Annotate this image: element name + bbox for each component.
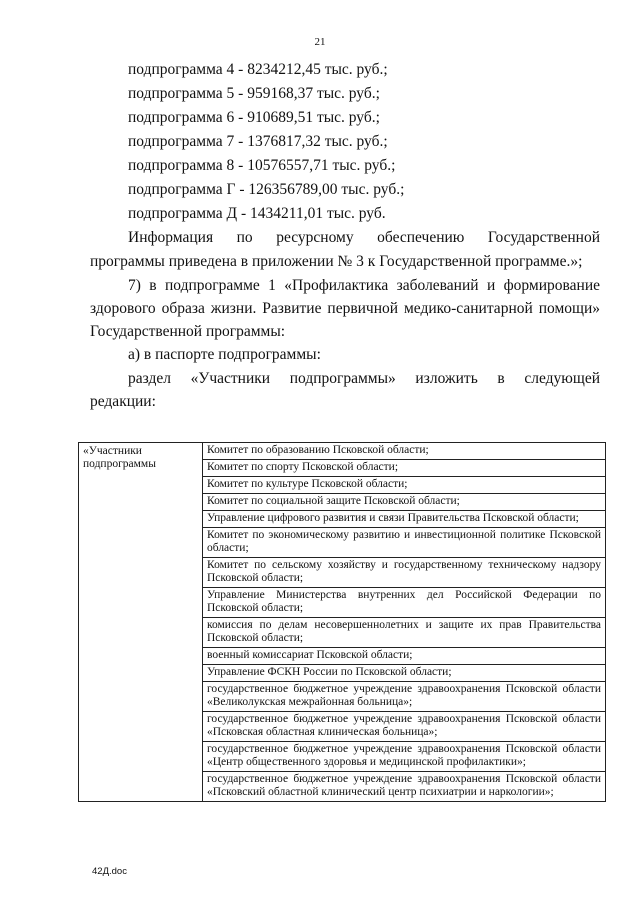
footer-filename: 42Д.doc bbox=[92, 866, 127, 877]
participant-item: Комитет по культуре Псковской области; bbox=[203, 477, 605, 494]
participant-item: Комитет по спорту Псковской области; bbox=[203, 460, 605, 477]
item-7-paragraph: 7) в подпрограмме 1 «Профилактика заболеваний и формирование здорового образа жизни. Развитие первичной медико-санитарной помощи» Государственной программы: bbox=[90, 277, 600, 340]
subprogram-line: подпрограмма 7 - 1376817,32 тыс. руб.; bbox=[128, 133, 388, 150]
participant-item: военный комиссариат Псковской области; bbox=[203, 648, 605, 665]
document-body bbox=[90, 58, 600, 413]
participant-item: государственное бюджетное учреждение здравоохранения Псковской области «Псковская областная клиническая больница»; bbox=[203, 712, 605, 742]
subprogram-line: подпрограмма Г - 126356789,00 тыс. руб.; bbox=[128, 181, 405, 198]
participant-item: государственное бюджетное учреждение здравоохранения Псковской области «Псковский областной клинический центр психиатрии и наркологии»; bbox=[207, 773, 601, 798]
subprogram-list bbox=[90, 58, 600, 226]
participants-table bbox=[78, 442, 606, 802]
participant-item: Комитет по экономическому развитию и инвестиционной политике Псковской области; bbox=[203, 528, 605, 558]
section-instruction: раздел «Участники подпрограммы» изложить в следующей bbox=[128, 370, 600, 387]
participant-item: Управление ФСКН России по Псковской области; bbox=[203, 665, 605, 682]
table-items-cell bbox=[203, 443, 606, 802]
subprogram-line: подпрограмма 5 - 959168,37 тыс. руб.; bbox=[128, 85, 380, 102]
participant-item: Комитет по социальной защите Псковской области; bbox=[203, 494, 605, 511]
participant-item: Комитет по образованию Псковской области; bbox=[203, 443, 605, 460]
info-paragraph: Информация по ресурсному обеспечению Государственной программы приведена в приложении № 3 к Государственной программе.»; bbox=[90, 229, 600, 270]
participant-item: государственное бюджетное учреждение здравоохранения Псковской области «Великолукская межрайонная больница»; bbox=[203, 682, 605, 712]
participant-item: государственное бюджетное учреждение здравоохранения Псковской области «Центр общественного здоровья и медицинской профилактики»; bbox=[203, 742, 605, 772]
table-row bbox=[79, 443, 606, 802]
participant-item: Управление цифрового развития и связи Правительства Псковской области; bbox=[203, 511, 605, 528]
subprogram-line: подпрограмма 8 - 10576557,71 тыс. руб.; bbox=[128, 157, 396, 174]
participant-item: Управление Министерства внутренних дел Российской Федерации по Псковской области; bbox=[203, 588, 605, 618]
participant-item: комиссия по делам несовершеннолетних и защите их прав Правительства Псковской области; bbox=[203, 618, 605, 648]
table-label-cell: «Участники подпрограммы bbox=[79, 443, 203, 802]
participant-item: Комитет по сельскому хозяйству и государственному техническому надзору Псковской области; bbox=[203, 558, 605, 588]
subprogram-line: подпрограмма Д - 1434211,01 тыс. руб. bbox=[128, 205, 386, 222]
section-instruction-end: редакции: bbox=[90, 393, 156, 410]
subprogram-line: подпрограмма 4 - 8234212,45 тыс. руб.; bbox=[128, 61, 388, 78]
page-number: 21 bbox=[314, 36, 326, 48]
subprogram-line: подпрограмма 6 - 910689,51 тыс. руб.; bbox=[128, 109, 380, 126]
item-a-paragraph: а) в паспорте подпрограммы: bbox=[128, 346, 321, 363]
